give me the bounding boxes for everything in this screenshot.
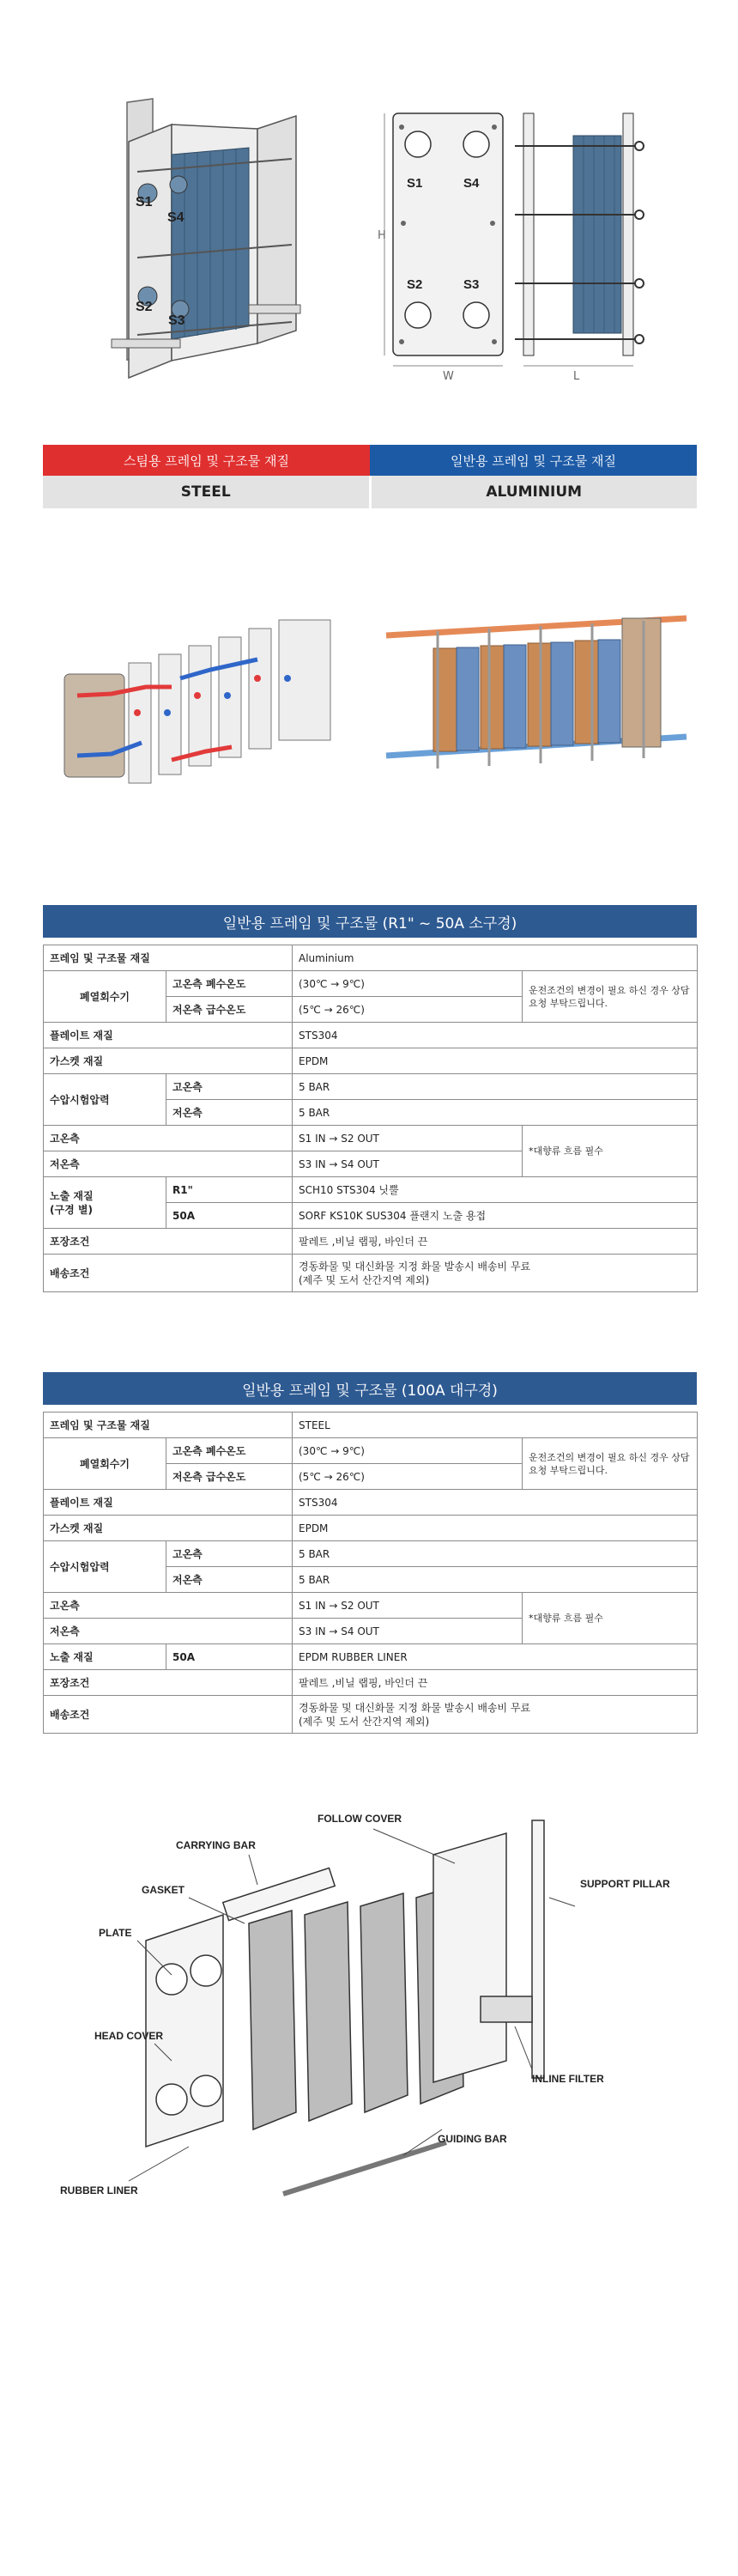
delivery-line-2: (제주 및 도서 산간지역 제외): [299, 1715, 430, 1728]
port-label-s3: S3: [168, 313, 185, 328]
spec-label: 고온측: [44, 1593, 293, 1619]
table-row: [44, 1490, 698, 1516]
delivery-line-2: (제주 및 도서 산간지역 제외): [299, 1273, 430, 1286]
part-label-plate: PLATE: [99, 1927, 132, 1939]
table-row: [44, 1541, 698, 1567]
delivery-line-1: 경동화물 및 대신화물 지정 화물 발송시 배송비 무료: [299, 1701, 531, 1714]
spec-label: 노출 재질: [44, 1644, 166, 1670]
spec-small-grid: [43, 945, 698, 1292]
spec-note: 운전조건의 변경이 필요 하신 경우 상담요청 부탁드립니다.: [523, 1438, 698, 1490]
spec-label: 플레이트 재질: [44, 1023, 293, 1048]
spec-sublabel: 고온측 폐수온도: [166, 1438, 293, 1464]
spec-label: 저온측: [44, 1619, 293, 1644]
aluminium-plate-flow-illustration: [386, 618, 687, 769]
table-row: [44, 1696, 698, 1734]
spec-value: S3 IN → S4 OUT: [293, 1619, 523, 1644]
top-product-diagrams: [0, 0, 738, 386]
nozzle-label-sub: (구경 별): [50, 1203, 93, 1216]
port-label-s4: S4: [167, 210, 184, 225]
spec-note: 운전조건의 변경이 필요 하신 경우 상담요청 부탁드립니다.: [523, 971, 698, 1023]
spec-value: SORF KS10K SUS304 플랜지 노출 용접: [293, 1203, 698, 1229]
spec-value: [293, 1255, 698, 1292]
table-row: [44, 971, 698, 997]
port-label-s1: S1: [136, 195, 153, 210]
table-row: [44, 1413, 698, 1438]
spec-label: 수압시험압력: [44, 1541, 166, 1593]
spec-value: STEEL: [293, 1413, 698, 1438]
spec-value: (5℃ → 26℃): [293, 1464, 523, 1490]
spec-label: 프레임 및 구조물 재질: [44, 1413, 293, 1438]
spec-table-large: [43, 1372, 697, 1734]
table-row: [44, 1229, 698, 1255]
general-frame-material-header: 일반용 프레임 및 구조물 재질: [370, 445, 697, 476]
front-label-s1: S1: [407, 176, 423, 191]
front-label-s2: S2: [407, 277, 423, 292]
spec-value: EPDM RUBBER LINER: [293, 1644, 698, 1670]
spec-value: EPDM: [293, 1048, 698, 1074]
spec-label: 고온측: [44, 1126, 293, 1151]
frame-3d-illustration: [112, 99, 300, 378]
spec-value: (30℃ → 9℃): [293, 1438, 523, 1464]
spec-sublabel: 저온측 급수온도: [166, 997, 293, 1023]
dim-h-label: H: [378, 229, 386, 242]
spec-label: 포장조건: [44, 1670, 293, 1696]
general-material-value: ALUMINIUM: [369, 476, 698, 508]
spec-value: STS304: [293, 1490, 698, 1516]
spec-label: 프레임 및 구조물 재질: [44, 945, 293, 971]
table-row: [44, 1126, 698, 1151]
spec-value: 5 BAR: [293, 1074, 698, 1100]
table-row: [44, 1074, 698, 1100]
spec-value: (30℃ → 9℃): [293, 971, 523, 997]
spec-label: 가스켓 재질: [44, 1048, 293, 1074]
delivery-line-1: 경동화물 및 대신화물 지정 화물 발송시 배송비 무료: [299, 1260, 531, 1273]
table-row: [44, 945, 698, 971]
spec-table-small: [43, 905, 697, 1292]
spec-label: 플레이트 재질: [44, 1490, 293, 1516]
part-label-follow-cover: FOLLOW COVER: [318, 1813, 402, 1825]
frame-materials-bar: [43, 445, 697, 508]
spec-label: 배송조건: [44, 1696, 293, 1734]
spec-value: S1 IN → S2 OUT: [293, 1593, 523, 1619]
spec-sublabel: 고온측 폐수온도: [166, 971, 293, 997]
table-row: [44, 1177, 698, 1203]
spec-large-title: 일반용 프레임 및 구조물 (100A 대구경): [43, 1372, 697, 1405]
part-label-head-cover: HEAD COVER: [94, 2030, 164, 2042]
spec-label: 포장조건: [44, 1229, 293, 1255]
dim-l-label: L: [573, 370, 580, 383]
spec-value: [293, 1696, 698, 1734]
spec-large-grid: [43, 1412, 698, 1734]
spec-small-title: 일반용 프레임 및 구조물 (R1" ~ 50A 소구경): [43, 905, 697, 938]
spec-sublabel: 저온측: [166, 1100, 293, 1126]
spec-sublabel: 저온측 급수온도: [166, 1464, 293, 1490]
part-label-guiding-bar: GUIDING BAR: [438, 2133, 507, 2145]
table-row: [44, 1516, 698, 1541]
exploded-parts-diagram: [0, 1803, 738, 2250]
spec-value: 5 BAR: [293, 1100, 698, 1126]
spec-value: EPDM: [293, 1516, 698, 1541]
spec-value: STS304: [293, 1023, 698, 1048]
spec-note: *대향류 흐름 필수: [523, 1126, 698, 1177]
steam-frame-material-header: 스팀용 프레임 및 구조물 재질: [43, 445, 370, 476]
table-row: [44, 1670, 698, 1696]
front-view-drawing: [378, 113, 503, 383]
table-row: [44, 1255, 698, 1292]
spec-value: S3 IN → S4 OUT: [293, 1151, 523, 1177]
spec-value: (5℃ → 26℃): [293, 997, 523, 1023]
spec-sublabel: 고온측: [166, 1074, 293, 1100]
spec-label: [44, 1177, 166, 1229]
steam-material-value: STEEL: [43, 476, 369, 508]
spec-sublabel: 50A: [166, 1644, 293, 1670]
port-label-s2: S2: [136, 300, 153, 314]
spec-value: S1 IN → S2 OUT: [293, 1126, 523, 1151]
table-row: [44, 1593, 698, 1619]
spec-label: 배송조건: [44, 1255, 293, 1292]
spec-label: 폐열회수기: [44, 971, 166, 1023]
spec-sublabel: 50A: [166, 1203, 293, 1229]
spec-label: 수압시험압력: [44, 1074, 166, 1126]
part-label-rubber-liner: RUBBER LINER: [60, 2184, 138, 2196]
front-label-s3: S3: [463, 277, 480, 292]
part-label-inline-filter: INLINE FILTER: [532, 2073, 604, 2085]
part-label-gasket: GASKET: [142, 1884, 185, 1896]
spec-value: SCH10 STS304 닛뿔: [293, 1177, 698, 1203]
spec-label: 폐열회수기: [44, 1438, 166, 1490]
spec-value: Aluminium: [293, 945, 698, 971]
table-row: [44, 1438, 698, 1464]
table-row: [44, 1023, 698, 1048]
spec-sublabel: 고온측: [166, 1541, 293, 1567]
spec-value: 5 BAR: [293, 1567, 698, 1593]
front-label-s4: S4: [463, 176, 480, 191]
spec-label: 저온측: [44, 1151, 293, 1177]
spec-sublabel: 저온측: [166, 1567, 293, 1593]
spec-label: 가스켓 재질: [44, 1516, 293, 1541]
steel-plate-flow-illustration: [64, 620, 330, 783]
part-label-support-pillar: SUPPORT PILLAR: [580, 1878, 670, 1890]
part-label-carrying-bar: CARRYING BAR: [176, 1839, 256, 1851]
spec-sublabel: R1": [166, 1177, 293, 1203]
nozzle-label: 노출 재질: [50, 1189, 94, 1202]
side-view-drawing: [515, 113, 644, 383]
spec-value: 5 BAR: [293, 1541, 698, 1567]
table-row: [44, 1644, 698, 1670]
spec-value: 팔레트 ,비닐 랩핑, 바인더 끈: [293, 1670, 698, 1696]
flow-illustrations: [0, 584, 738, 807]
dim-w-label: W: [443, 370, 454, 383]
table-row: [44, 1048, 698, 1074]
spec-note: *대향류 흐름 필수: [523, 1593, 698, 1644]
spec-value: 팔레트 ,비닐 랩핑, 바인더 끈: [293, 1229, 698, 1255]
